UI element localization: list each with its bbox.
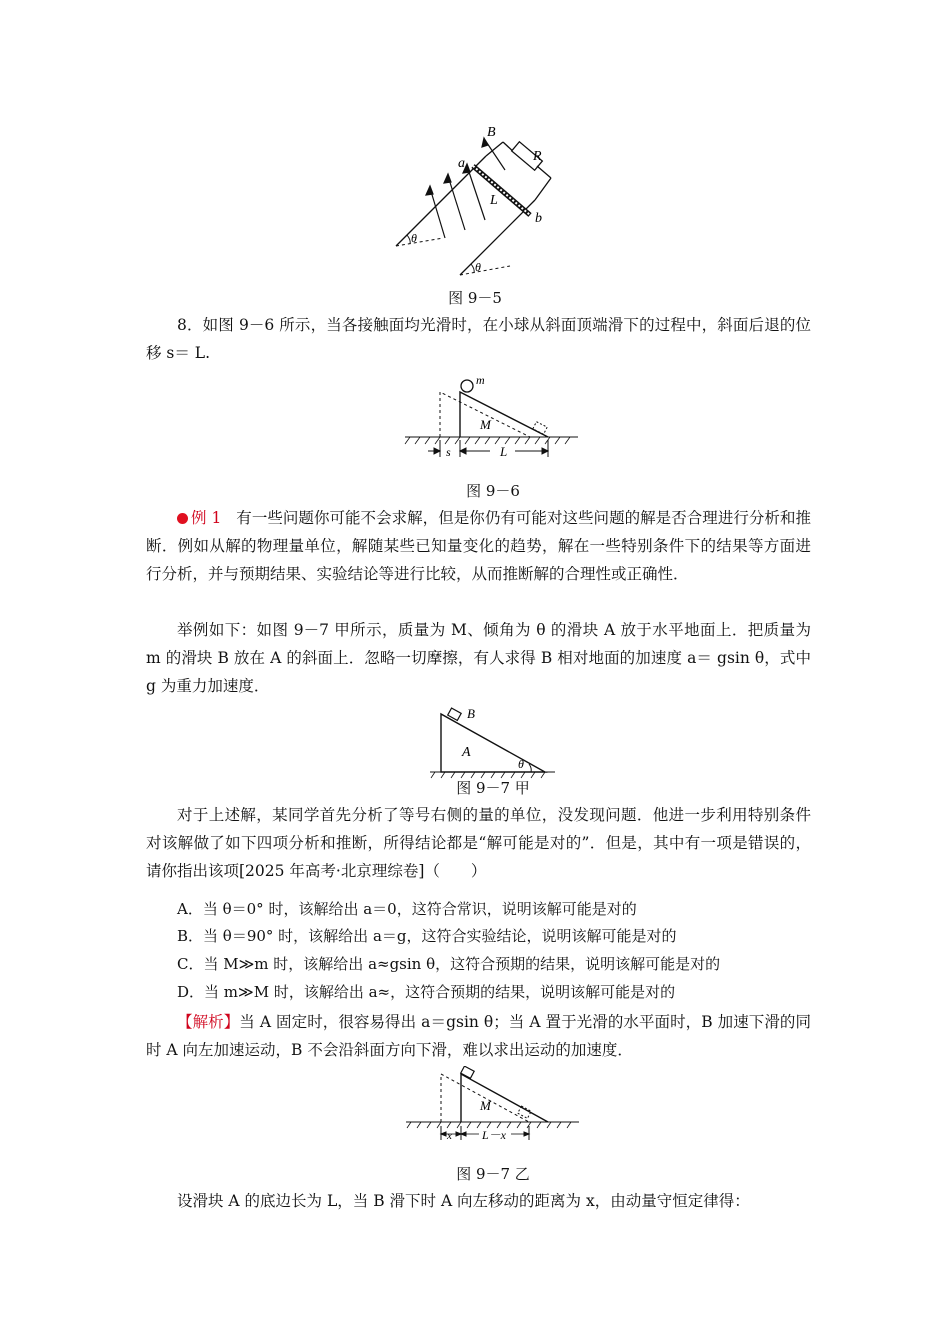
label-L: L <box>490 193 498 208</box>
option-a: A．当 θ＝0° 时，该解给出 a＝0，这符合常识，说明该解可能是对的 <box>177 900 637 918</box>
figure-9-6 <box>400 372 580 462</box>
problem-8: 8．如图 9－6 所示，当各接触面均光滑时，在小球从斜面顶端滑下的过程中，斜面后退的位移 s＝ L. <box>146 316 811 362</box>
solution-tag: 【解析】 <box>177 1013 240 1031</box>
caption-fig-9-6: 图 9－6 <box>466 482 520 500</box>
analysis-paragraph: 对于上述解，某同学首先分析了等号右侧的量的单位，没发现问题．他进一步利用特别条件对该解做了如下四项分析和推断，所得结论都是“解可能是对的”．但是，其中有一项是错误的，请你指出该项[2025 年高考·北京理综卷]（ ） <box>146 806 811 880</box>
example-1: 例 1 有一些问题你可能不会求解，但是你仍有可能对这些问题的解是否合理进行分析和推断．例如从解的物理量单位，解随某些已知量变化的趋势，解在一些特别条件下的结果等方面进行分析，并与预期结果、实验结论等进行比较，从而推断解的合理性或正确性． <box>146 509 811 583</box>
label-A: A <box>462 745 471 760</box>
figure-9-7-a <box>425 702 560 782</box>
label-M: M <box>480 417 491 432</box>
label-x: x <box>447 1130 452 1142</box>
label-B: B <box>487 125 496 140</box>
caption-fig-9-7-b: 图 9－7 乙 <box>456 1165 530 1183</box>
final-paragraph: 设滑块 A 的底边长为 L，当 B 滑下时 A 向左移动的距离为 x，由动量守恒定律得： <box>177 1192 750 1210</box>
label-s: s <box>446 445 451 459</box>
label-a: a <box>458 156 465 171</box>
label-theta-1: θ <box>411 231 417 245</box>
option-d: D．当 m≫M 时，该解给出 a≈，这符合预期的结果，说明该解可能是对的 <box>177 983 676 1001</box>
label-B: B <box>467 706 475 721</box>
option-b: B．当 θ＝90° 时，该解给出 a＝g，这符合实验结论，说明该解可能是对的 <box>177 927 677 945</box>
figure-9-5 <box>385 120 565 285</box>
example-setup: 举例如下：如图 9－7 甲所示，质量为 M、倾角为 θ 的滑块 A 放于水平地面上．把质量为 m 的滑块 B 放在 A 的斜面上．忽略一切摩擦，有人求得 B 相对地面的加速度 a＝ gsin θ，式中 g 为重力加速度． <box>146 621 811 695</box>
label-b: b <box>535 211 542 226</box>
caption-fig-9-5: 图 9－5 <box>448 289 502 307</box>
solution: 【解析】当 A 固定时，很容易得出 a＝gsin θ；当 A 置于光滑的水平面时，B 加速下滑的同时 A 向左加速运动，B 不会沿斜面方向下滑，难以求出运动的加速度． <box>146 1013 811 1059</box>
label-R: R <box>533 149 542 164</box>
figure-9-7-b <box>403 1066 583 1148</box>
label-m: m <box>476 373 485 387</box>
option-c: C．当 M≫m 时，该解给出 a≈gsin θ，这符合预期的结果，说明该解可能是对的 <box>177 955 721 973</box>
example-tag: 例 1 <box>177 509 221 527</box>
label-theta-2: θ <box>475 260 481 274</box>
label-theta: θ <box>518 757 524 771</box>
label-L-minus-x: L－x <box>482 1128 507 1142</box>
caption-fig-9-7-a: 图 9－7 甲 <box>456 779 530 797</box>
label-M: M <box>480 1098 491 1113</box>
label-L: L <box>500 444 508 459</box>
bullet-dot-icon <box>177 513 188 524</box>
